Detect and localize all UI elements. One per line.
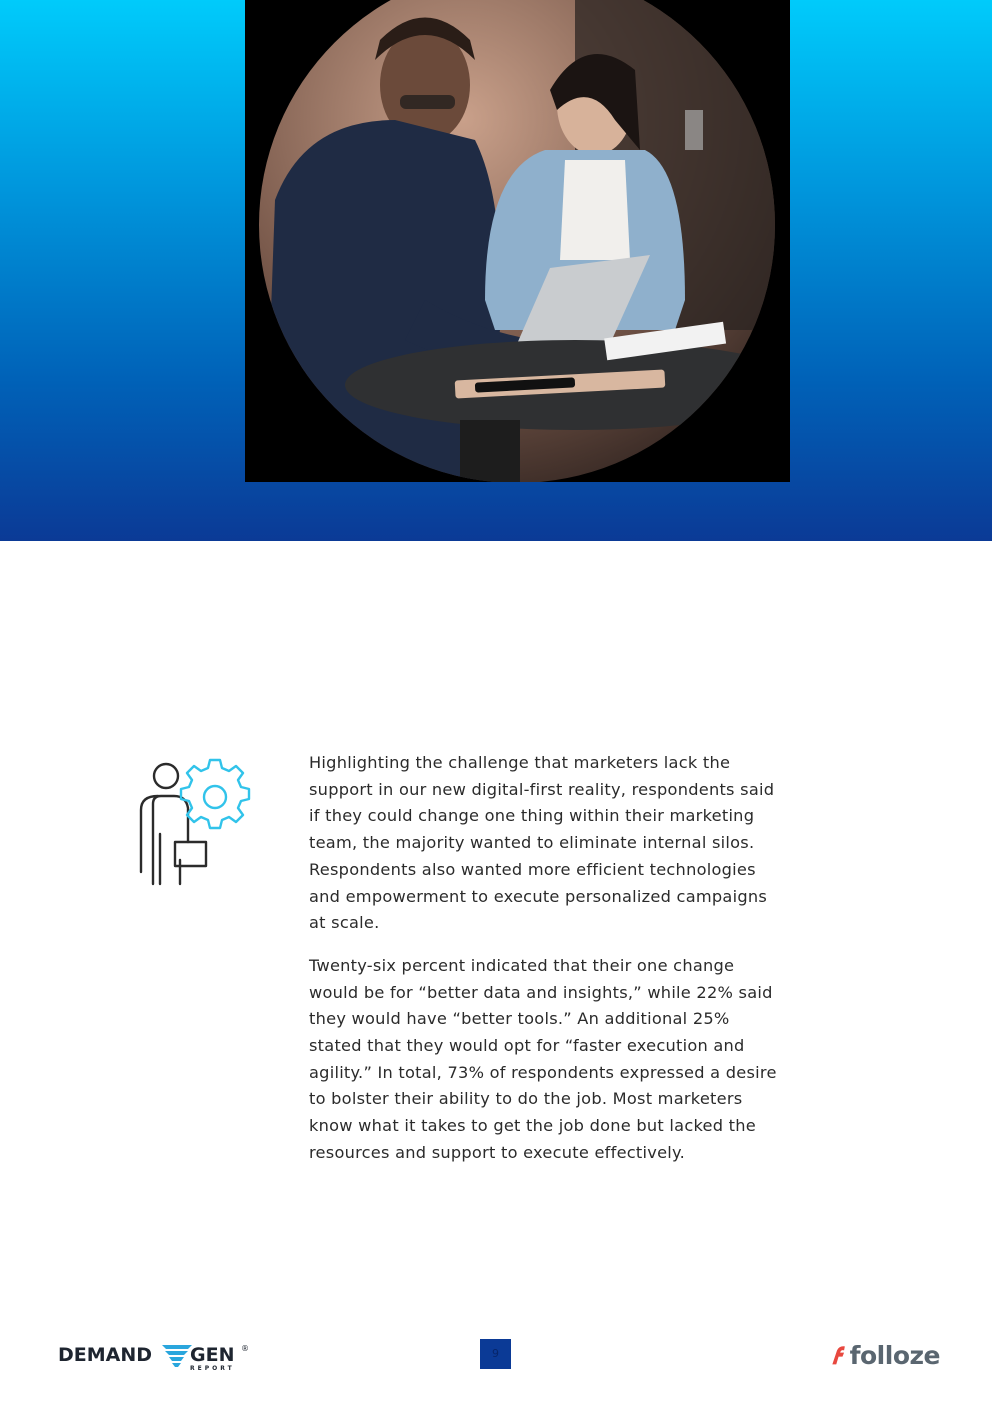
registered-mark: ® xyxy=(241,1344,249,1353)
person-with-gear-icon xyxy=(136,752,260,892)
page-number: 9 xyxy=(480,1339,511,1369)
logo-word-gen: GEN xyxy=(190,1344,235,1366)
demand-gen-logo xyxy=(58,1339,250,1373)
logo-word-demand: DEMAND xyxy=(58,1344,153,1366)
folloze-mark-icon xyxy=(830,1341,846,1369)
photo-circle-image xyxy=(245,0,790,482)
logo-sub-report: REPORT xyxy=(190,1365,235,1372)
article-body xyxy=(309,750,779,1183)
paragraph-1: Highlighting the challenge that marketers lack the support in our new digital-first reality, respondents said if they could change one thing within their marketing team, the majority wanted to eliminate internal silos. Respondents also wanted more efficient technologies and empowerment to execute personalized campaigns at scale. xyxy=(309,753,775,933)
paragraph-2: Twenty-six percent indicated that their one change would be for “better data and insights,” while 22% said they would have “better tools.” An additional 25% stated that they would opt for “faster execution and agility.” In total, 73% of respondents expressed a desire to bolster their ability to do the job. Most marketers know what it takes to get the job done but lacked the resources and support to execute effectively. xyxy=(309,955,777,1162)
folloze-wordmark: folloze xyxy=(849,1340,940,1370)
tornado-icon xyxy=(162,1345,192,1367)
hero-banner xyxy=(0,0,992,541)
hero-photo xyxy=(245,0,790,482)
folloze-logo xyxy=(830,1338,940,1372)
